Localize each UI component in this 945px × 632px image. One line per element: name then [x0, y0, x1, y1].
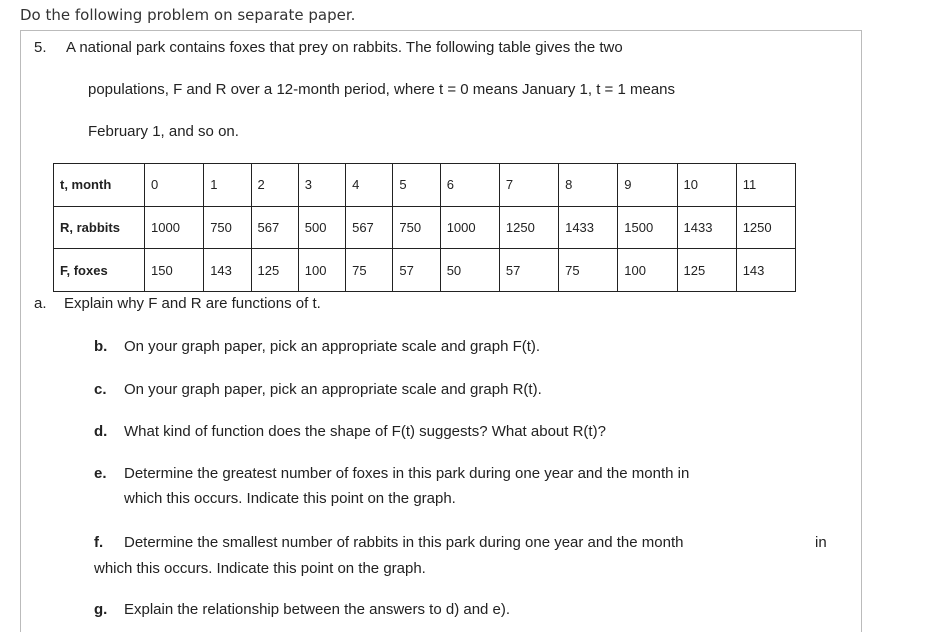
- table-cell: 100: [618, 249, 677, 292]
- table-cell: 10: [677, 164, 736, 207]
- table-cell: 57: [499, 249, 558, 292]
- table-cell: 0: [145, 164, 204, 207]
- population-table: [53, 163, 796, 292]
- table-cell: 1: [204, 164, 251, 207]
- table-cell: 6: [440, 164, 499, 207]
- table-cell: 2: [251, 164, 298, 207]
- table-cell: 750: [393, 206, 440, 249]
- table-row-rabbits: [54, 206, 796, 249]
- table-cell: 11: [736, 164, 795, 207]
- table-cell: 567: [251, 206, 298, 249]
- table-cell: 8: [559, 164, 618, 207]
- row-label: t, month: [54, 164, 145, 207]
- table-cell: 143: [204, 249, 251, 292]
- part-b-label: b.: [94, 338, 108, 355]
- table-cell: 7: [499, 164, 558, 207]
- problem-intro-line2: populations, F and R over a 12-month period, where t = 0 means January 1, t = 1 means: [88, 81, 675, 98]
- table-cell: 125: [677, 249, 736, 292]
- table-cell: 1433: [559, 206, 618, 249]
- table-cell: 75: [559, 249, 618, 292]
- table-cell: 143: [736, 249, 795, 292]
- table-cell: 5: [393, 164, 440, 207]
- part-b-text: On your graph paper, pick an appropriate scale and graph F(t).: [124, 338, 541, 355]
- table-cell: 750: [204, 206, 251, 249]
- frame-top-border: [20, 30, 862, 31]
- part-f-in: in: [815, 534, 827, 551]
- frame-left-border: [20, 30, 21, 632]
- frame-right-border: [861, 30, 862, 632]
- part-f-text-line2: which this occurs. Indicate this point on the graph.: [94, 560, 426, 577]
- table-cell: 1250: [499, 206, 558, 249]
- part-c-label: c.: [94, 381, 107, 398]
- part-e-text-line2: which this occurs. Indicate this point on the graph.: [124, 490, 456, 507]
- table-cell: 500: [298, 206, 345, 249]
- problem-intro-line3: February 1, and so on.: [88, 123, 239, 140]
- part-d-label: d.: [94, 423, 108, 440]
- table-cell: 75: [346, 249, 393, 292]
- table-cell: 1000: [440, 206, 499, 249]
- instruction-header: Do the following problem on separate paper.: [20, 6, 356, 24]
- table-cell: 1000: [145, 206, 204, 249]
- part-d-text: What kind of function does the shape of F(t) suggests? What about R(t)?: [124, 423, 606, 440]
- table-cell: 100: [298, 249, 345, 292]
- table-cell: 57: [393, 249, 440, 292]
- table-cell: 1250: [736, 206, 795, 249]
- table-cell: 3: [298, 164, 345, 207]
- problem-intro-line1: A national park contains foxes that prey on rabbits. The following table gives the two: [66, 39, 623, 56]
- table-cell: 567: [346, 206, 393, 249]
- part-g-text: Explain the relationship between the answers to d) and e).: [124, 601, 511, 618]
- table-cell: 150: [145, 249, 204, 292]
- row-label: F, foxes: [54, 249, 145, 292]
- table-row-month: [54, 164, 796, 207]
- table-cell: 9: [618, 164, 677, 207]
- part-c-text: On your graph paper, pick an appropriate scale and graph R(t).: [124, 381, 542, 398]
- table-cell: 50: [440, 249, 499, 292]
- part-e-text-line1: Determine the greatest number of foxes in this park during one year and the month in: [124, 465, 690, 482]
- table-cell: 125: [251, 249, 298, 292]
- part-g-label: g.: [94, 601, 108, 618]
- part-f-label: f.: [94, 534, 104, 551]
- problem-number: 5.: [34, 39, 47, 56]
- part-a-label: a.: [34, 295, 47, 312]
- row-label: R, rabbits: [54, 206, 145, 249]
- table-cell: 4: [346, 164, 393, 207]
- part-a-text: Explain why F and R are functions of t.: [64, 295, 321, 312]
- table-row-foxes: [54, 249, 796, 292]
- part-f-text-line1: Determine the smallest number of rabbits in this park during one year and the month: [124, 534, 684, 551]
- table-cell: 1433: [677, 206, 736, 249]
- table-cell: 1500: [618, 206, 677, 249]
- part-e-label: e.: [94, 465, 107, 482]
